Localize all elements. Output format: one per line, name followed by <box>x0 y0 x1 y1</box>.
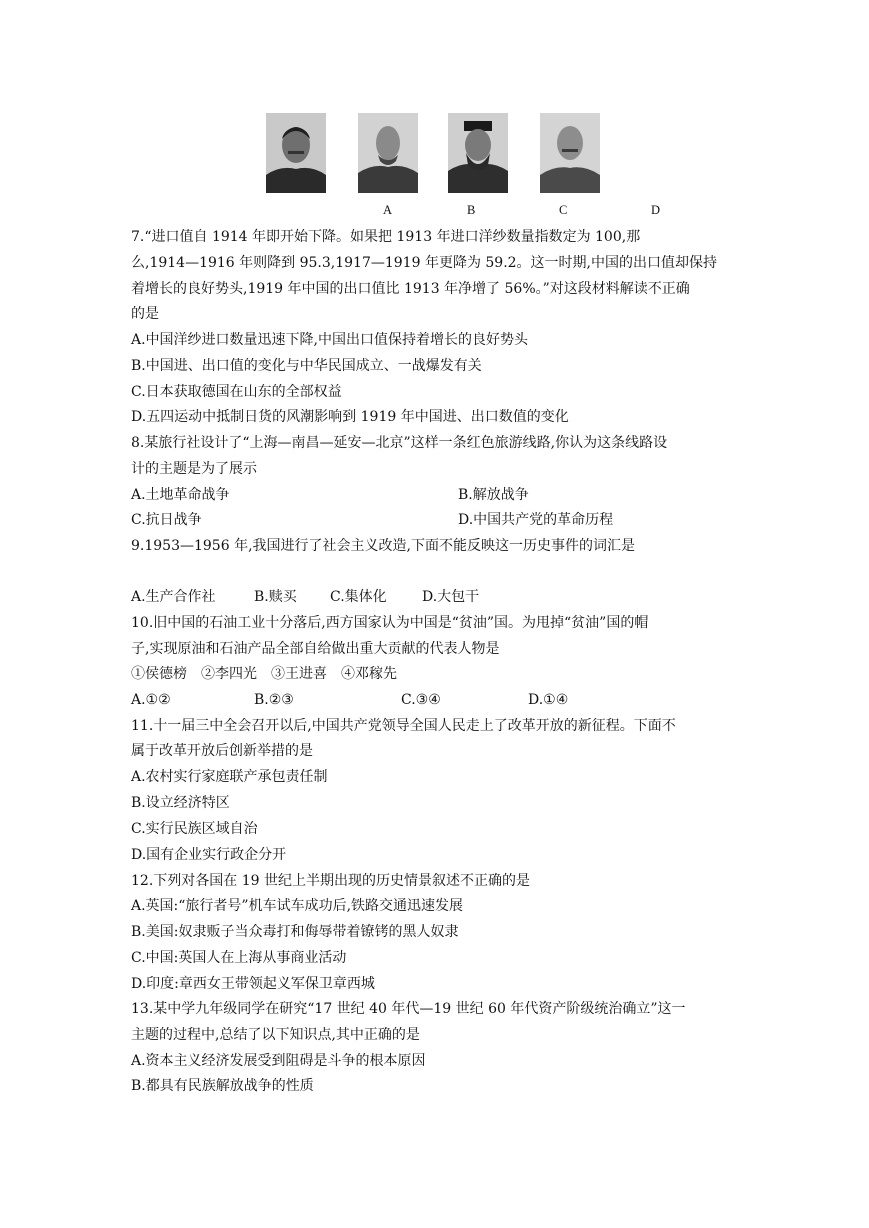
q10-option-d: D.①④ <box>528 692 569 708</box>
q10-stem-line-2: 子,实现原油和石油产品全部自给做出重大贡献的代表人物是 <box>131 641 500 657</box>
q7-option-c: C.日本获取德国在山东的全部权益 <box>131 384 342 400</box>
q11-stem-line-1: 11.十一届三中全会召开以后,中国共产党领导全国人民走上了改革开放的新征程。下面不 <box>131 718 676 734</box>
q11-option-b: B.设立经济特区 <box>131 795 230 811</box>
portrait-photo-a <box>358 113 418 193</box>
q13-option-b: B.都具有民族解放战争的性质 <box>131 1078 314 1094</box>
q7-stem-line-3: 着增长的良好势头,1919 年中国的出口值比 1913 年净增了 56%。”对这段材料解读不正确 <box>131 281 690 297</box>
q12-stem: 12.下列对各国在 19 世纪上半期出现的历史情景叙述不正确的是 <box>131 873 530 889</box>
q10-option-b: B.②③ <box>254 692 294 708</box>
q11-stem-line-2: 属于改革开放后创新举措的是 <box>131 743 313 759</box>
q13-option-a: A.资本主义经济发展受到阻碍是斗争的根本原因 <box>131 1053 426 1069</box>
q8-option-b: B.解放战争 <box>458 487 529 503</box>
q13-stem-line-2: 主题的过程中,总结了以下知识点,其中正确的是 <box>131 1027 420 1043</box>
q9-stem: 9.1953—1956 年,我国进行了社会主义改造,下面不能反映这一历史事件的词汇是 <box>131 538 635 554</box>
q8-stem-line-2: 计的主题是为了展示 <box>131 461 257 477</box>
q13-stem-line-1: 13.某中学九年级同学在研究“17 世纪 40 年代—19 世纪 60 年代资产阶级统治确立”这一 <box>131 1001 686 1017</box>
q7-stem-line-4: 的是 <box>131 306 159 322</box>
q11-option-d: D.国有企业实行政企分开 <box>131 847 287 863</box>
portrait-photo-1 <box>266 113 326 193</box>
q12-option-c: C.中国:英国人在上海从事商业活动 <box>131 950 347 966</box>
portrait-photo-c <box>540 113 600 193</box>
q8-option-d: D.中国共产党的革命历程 <box>458 512 614 528</box>
q12-option-b: B.美国:奴隶贩子当众毒打和侮辱带着镣铐的黑人奴隶 <box>131 924 459 940</box>
photo-label-c: C <box>559 203 568 217</box>
q9-option-d: D.大包干 <box>422 589 480 605</box>
q9-option-b: B.赎买 <box>254 589 297 605</box>
q8-option-c: C.抗日战争 <box>131 512 202 528</box>
q7-option-d: D.五四运动中抵制日货的风潮影响到 1919 年中国进、出口数值的变化 <box>131 409 569 425</box>
q10-option-a: A.①② <box>131 692 171 708</box>
q7-stem-line-1: 7.“进口值自 1914 年即开始下降。如果把 1913 年进口洋纱数量指数定为 100,那 <box>131 229 641 245</box>
q11-option-c: C.实行民族区域自治 <box>131 821 258 837</box>
q10-option-c: C.③④ <box>401 692 441 708</box>
q7-stem-line-2: 么,1914—1916 年则降到 95.3,1917—1919 年更降为 59.2。这一时期,中国的出口值却保持 <box>131 255 718 271</box>
q11-option-a: A.农村实行家庭联产承包责任制 <box>131 769 328 785</box>
photo-label-a: A <box>383 203 393 217</box>
portrait-photo-b <box>448 113 508 193</box>
q10-stem-line-1: 10.旧中国的石油工业十分落后,西方国家认为中国是“贫油”国。为甩掉“贫油”国的帽 <box>131 615 649 631</box>
q7-option-a: A.中国洋纱进口数量迅速下降,中国出口值保持着增长的良好势头 <box>131 332 529 348</box>
photo-label-d: D <box>651 203 661 217</box>
q10-items: ①侯德榜 ②李四光 ③王进喜 ④邓稼先 <box>131 666 397 682</box>
q8-option-a: A.土地革命战争 <box>131 487 230 503</box>
q12-option-d: D.印度:章西女王带领起义军保卫章西城 <box>131 976 375 992</box>
photo-label-b: B <box>467 203 476 217</box>
q7-option-b: B.中国进、出口值的变化与中华民国成立、一战爆发有关 <box>131 358 482 374</box>
q9-option-a: A.生产合作社 <box>131 589 216 605</box>
q12-option-a: A.英国:“旅行者号”机车试车成功后,铁路交通迅速发展 <box>131 898 464 914</box>
q8-stem-line-1: 8.某旅行社设计了“上海—南昌—延安—北京”这样一条红色旅游线路,你认为这条线路设 <box>131 435 668 451</box>
q9-option-c: C.集体化 <box>330 589 387 605</box>
